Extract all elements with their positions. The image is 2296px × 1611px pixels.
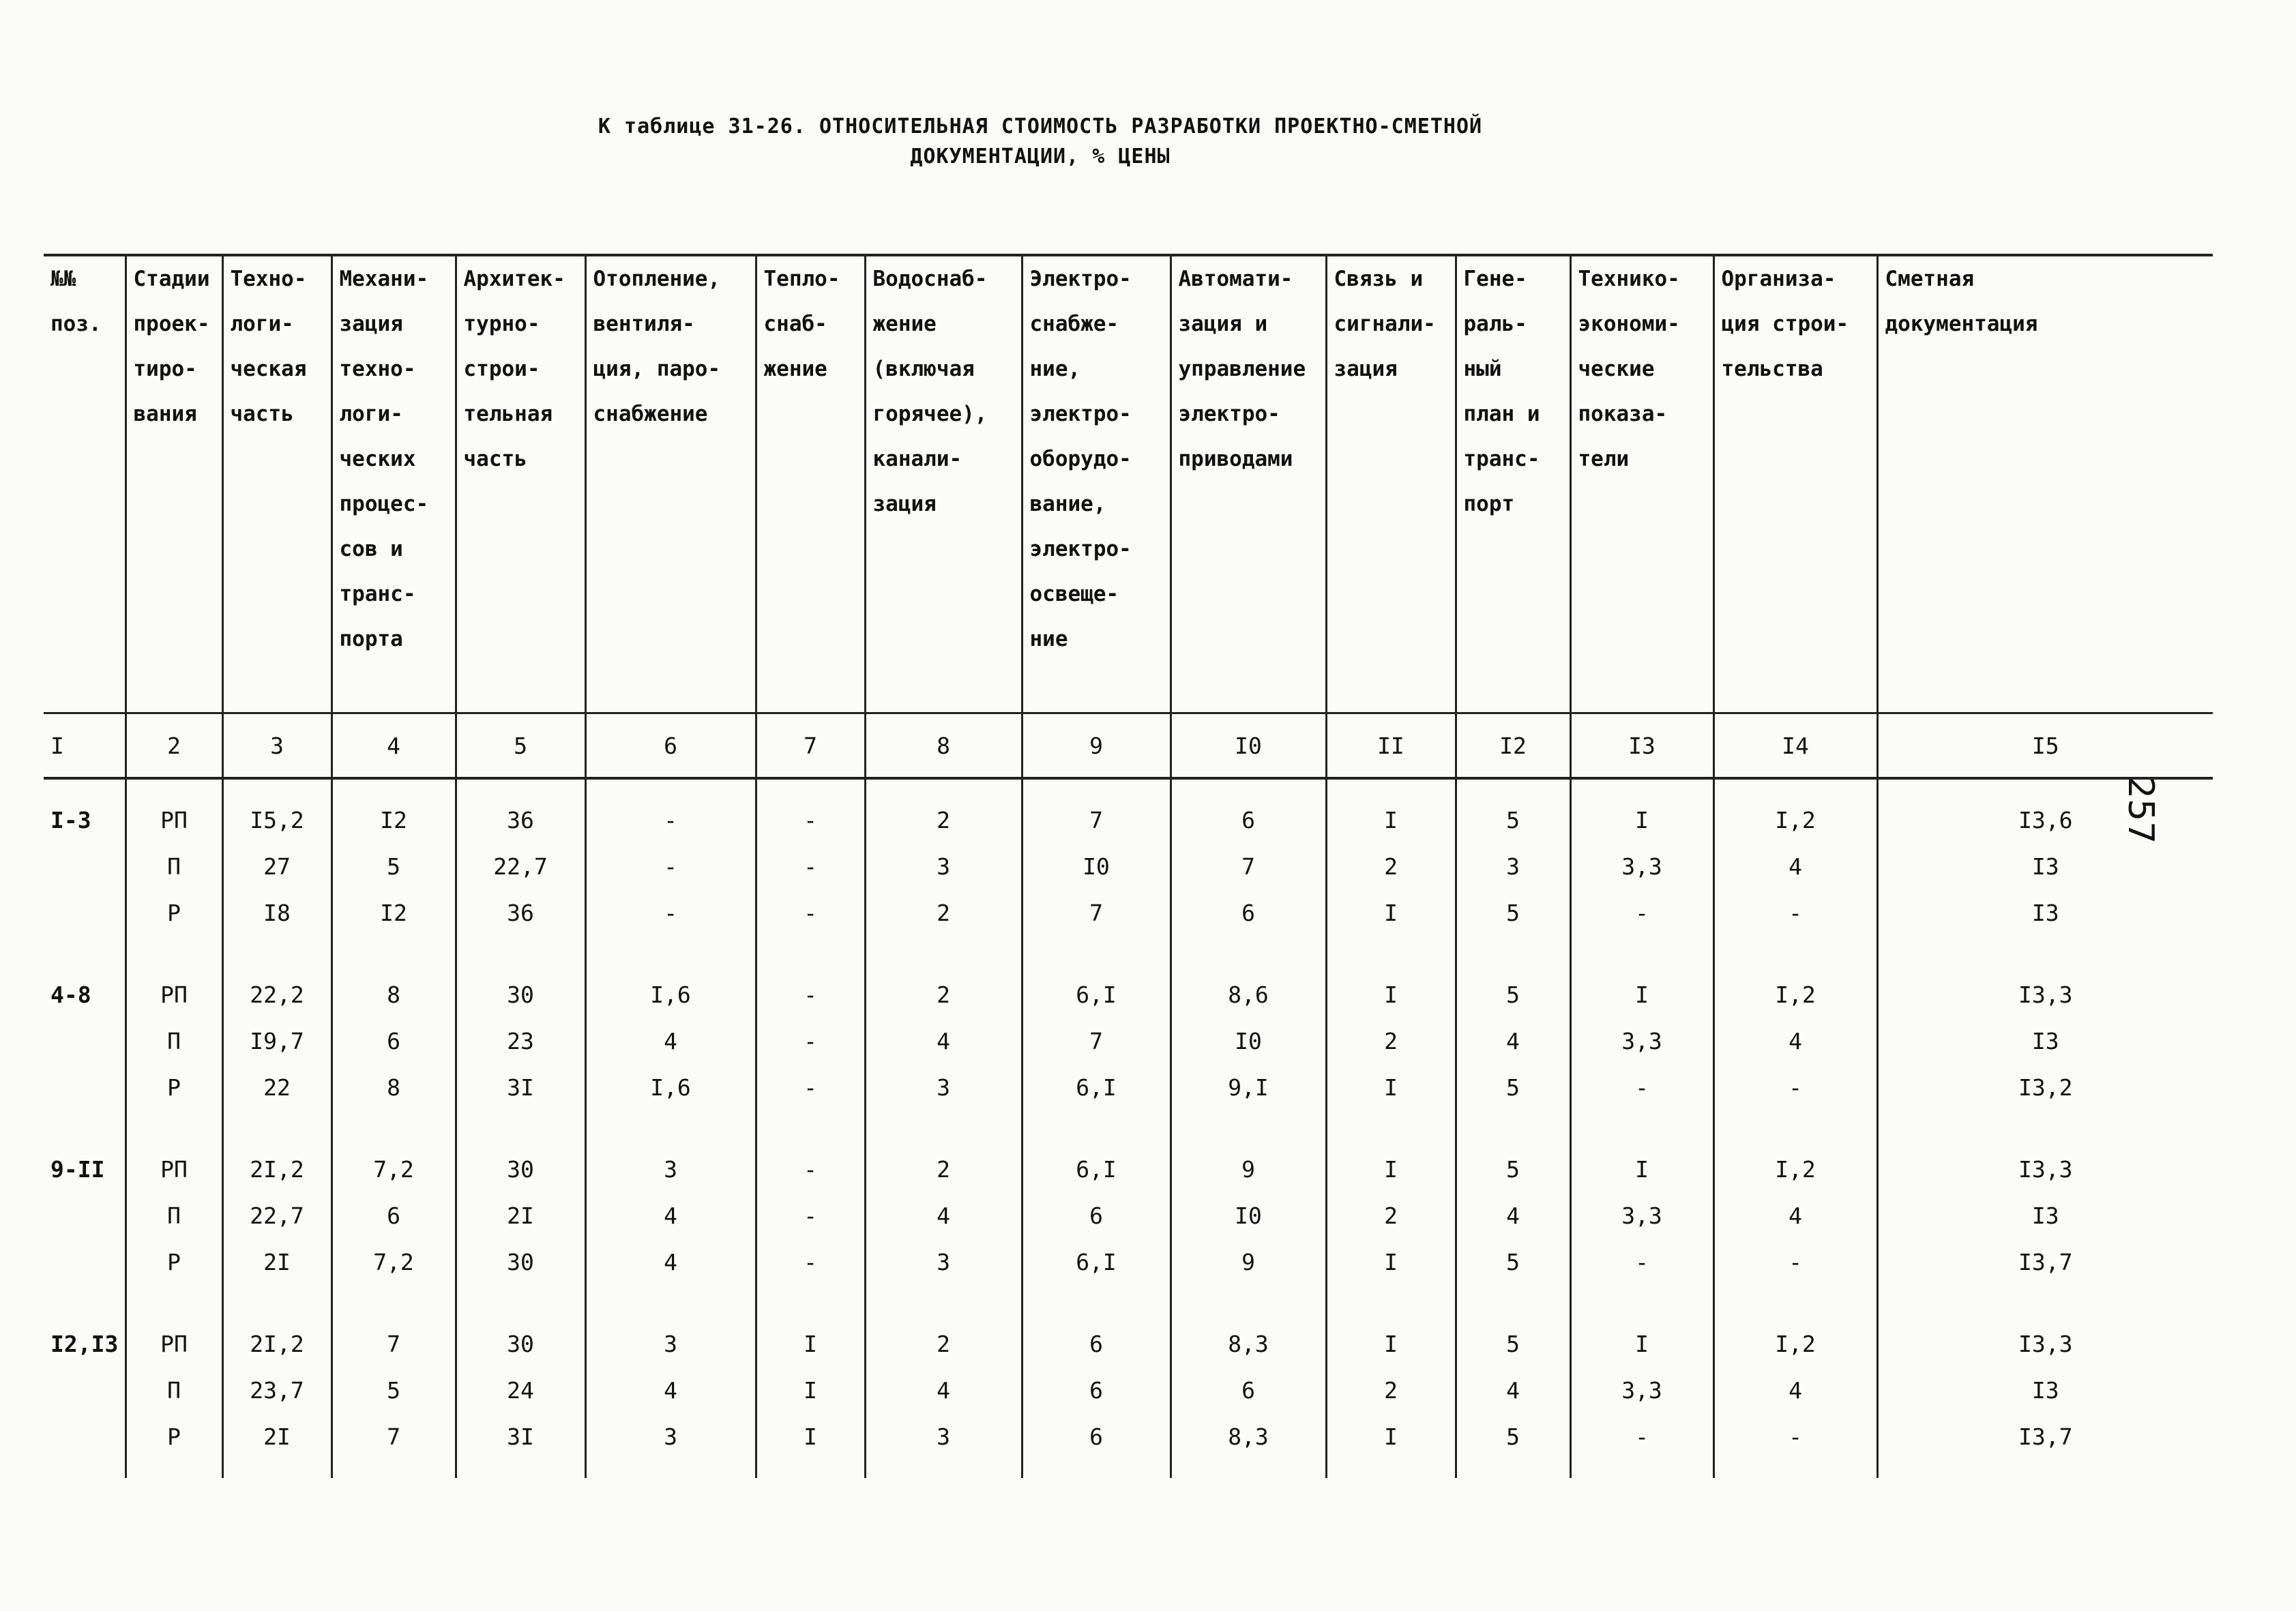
value-cell: - [1570,1065,1713,1129]
value-cell: 6 [1022,1193,1171,1239]
value-cell: 8,6 [1171,954,1326,1018]
column-header-label: Водоснаб- жение (включая горячее), канали- зация [872,267,988,516]
column-header-label: №№ поз. [50,267,102,336]
table-row [44,778,2213,844]
value-cell: 22,7 [456,844,585,890]
value-cell: I,2 [1713,778,1877,844]
table-row [44,1368,2213,1414]
value-cell: I3 [1877,1368,2213,1414]
table-row [44,1193,2213,1239]
stage-cell: Р [126,1239,222,1303]
value-cell: I [1326,1129,1456,1193]
column-header-label: Связь и сигнали- зация [1334,267,1436,381]
value-cell: I,2 [1713,1129,1877,1193]
value-cell: 30 [456,1303,585,1368]
column-header-label: Стадии проек- тиро- вания [133,267,210,426]
value-cell: I3,3 [1877,1303,2213,1368]
column-header-label: Электро- снабже- ние, электро- оборудо- вание, электро- освеще- ние [1029,267,1132,651]
value-cell: 2I,2 [222,1129,332,1193]
value-cell: 7 [1171,844,1326,890]
position-cell [44,1065,126,1129]
stage-cell: РП [126,1303,222,1368]
position-cell [44,1018,126,1065]
stage-cell: РП [126,778,222,844]
value-cell: I [1326,1239,1456,1303]
value-cell: 2 [865,954,1022,1018]
value-cell: 6 [1022,1368,1171,1414]
value-cell: I8 [222,890,332,954]
column-number: 5 [456,713,585,779]
value-cell: 22,2 [222,954,332,1018]
value-cell: 4 [1456,1018,1570,1065]
table-row [44,1303,2213,1368]
value-cell: - [756,1129,865,1193]
value-cell: 6,I [1022,1129,1171,1193]
value-cell: 4 [1713,1018,1877,1065]
position-cell: 4-8 [50,981,91,1008]
value-cell: I3 [1877,890,2213,954]
column-header-label: Архитек- турно- строи- тельная часть [463,267,565,471]
value-cell: 22 [222,1065,332,1129]
table-row [44,1414,2213,1478]
table-title-line-1: К таблице 31-26. ОТНОСИТЕЛЬНАЯ СТОИМОСТЬ РАЗРАБОТКИ ПРОЕКТНО-СМЕТНОЙ [598,115,1483,138]
value-cell: 30 [456,954,585,1018]
header-row [44,255,2213,713]
value-cell: I3,3 [1877,1129,2213,1193]
value-cell: 6 [332,1018,456,1065]
value-cell: - [756,1018,865,1065]
value-cell: 3 [585,1303,756,1368]
value-cell: I9,7 [222,1018,332,1065]
value-cell: 4 [585,1368,756,1414]
value-cell: - [1713,1065,1877,1129]
value-cell: - [1713,1414,1877,1478]
value-cell: 7 [332,1303,456,1368]
value-cell: 7 [1022,1018,1171,1065]
position-cell [44,1193,126,1239]
column-number: 8 [865,713,1022,779]
stage-cell: П [126,1193,222,1239]
value-cell: 9 [1171,1129,1326,1193]
value-cell: - [756,844,865,890]
column-number: I4 [1713,713,1877,779]
position-group [44,954,2213,1129]
value-cell: 2I [222,1414,332,1478]
value-cell: - [756,1065,865,1129]
column-number: 4 [332,713,456,779]
value-cell: I2 [332,890,456,954]
value-cell: 5 [1456,1303,1570,1368]
column-number: 7 [756,713,865,779]
value-cell: 5 [332,844,456,890]
column-header-label: Механи- зация техно- логи- ческих процес- сов и транс- порта [339,267,429,651]
column-header-12 [1456,255,1570,713]
cost-table [44,254,2213,1478]
value-cell: 6,I [1022,1239,1171,1303]
column-number: 2 [126,713,222,779]
value-cell: I3,7 [1877,1414,2213,1478]
column-header-label: Тепло- снаб- жение [763,267,840,381]
value-cell: 3 [865,1239,1022,1303]
value-cell: I [756,1368,865,1414]
value-cell: - [1713,890,1877,954]
value-cell: 6,I [1022,954,1171,1018]
value-cell: 7,2 [332,1129,456,1193]
value-cell: I,6 [585,1065,756,1129]
position-cell [44,890,126,954]
value-cell: 3 [865,1065,1022,1129]
column-header-8 [865,255,1022,713]
column-header-7 [756,255,865,713]
value-cell: 30 [456,1129,585,1193]
value-cell: 3I [456,1414,585,1478]
value-cell: 5 [1456,954,1570,1018]
value-cell: 3,3 [1570,844,1713,890]
stage-cell: П [126,844,222,890]
column-number: I2 [1456,713,1570,779]
value-cell: 6 [1171,778,1326,844]
column-number: I5 [1877,713,2213,779]
value-cell: 4 [1456,1368,1570,1414]
value-cell: 2 [865,1303,1022,1368]
value-cell: 4 [1456,1193,1570,1239]
value-cell: I [1326,778,1456,844]
value-cell: - [1570,890,1713,954]
value-cell: 2 [1326,1368,1456,1414]
table-title-line-2: ДОКУМЕНТАЦИИ, % ЦЕНЫ [910,145,1171,168]
column-header-label: Организа- ция строи- тельства [1721,267,1849,381]
value-cell: 6,I [1022,1065,1171,1129]
value-cell: 4 [585,1018,756,1065]
value-cell: 4 [1713,1193,1877,1239]
value-cell: 3I [456,1065,585,1129]
position-cell [44,844,126,890]
value-cell: 2 [1326,1193,1456,1239]
stage-cell: Р [126,890,222,954]
value-cell: 3 [865,844,1022,890]
column-header-1 [44,255,126,713]
column-header-4 [332,255,456,713]
value-cell: I3,2 [1877,1065,2213,1129]
value-cell: 36 [456,890,585,954]
value-cell: 24 [456,1368,585,1414]
column-header-15 [1877,255,2213,713]
column-number: I0 [1171,713,1326,779]
column-header-10 [1171,255,1326,713]
value-cell: 4 [1713,1368,1877,1414]
position-cell [44,1239,126,1303]
table-row [44,1018,2213,1065]
stage-cell: Р [126,1065,222,1129]
value-cell: - [585,778,756,844]
column-header-label: Сметная документация [1885,267,2038,336]
value-cell: I [1326,1303,1456,1368]
value-cell: I0 [1022,844,1171,890]
stage-cell: РП [126,954,222,1018]
value-cell: - [756,890,865,954]
column-header-2 [126,255,222,713]
table-row [44,1129,2213,1193]
value-cell: I [1570,954,1713,1018]
value-cell: 2 [865,1129,1022,1193]
value-cell: I3 [1877,1018,2213,1065]
value-cell: 5 [1456,1129,1570,1193]
column-header-label: Технико- экономи- ческие показа- тели [1578,267,1680,471]
position-group [44,778,2213,954]
value-cell: 8 [332,954,456,1018]
column-number: I3 [1570,713,1713,779]
column-header-5 [456,255,585,713]
stage-cell: РП [126,1129,222,1193]
value-cell: 7 [332,1414,456,1478]
column-header-label: Гене- раль- ный план и транс- порт [1463,267,1540,516]
column-header-11 [1326,255,1456,713]
value-cell: I,6 [585,954,756,1018]
value-cell: - [1570,1414,1713,1478]
value-cell: I [1326,1065,1456,1129]
value-cell: 6 [1022,1303,1171,1368]
value-cell: - [756,954,865,1018]
value-cell: I2 [332,778,456,844]
column-header-14 [1713,255,1877,713]
value-cell: 9 [1171,1239,1326,1303]
value-cell: I [1570,1129,1713,1193]
table-row [44,1065,2213,1129]
table-row [44,954,2213,1018]
value-cell: 4 [865,1193,1022,1239]
value-cell: - [756,1239,865,1303]
value-cell: 3,3 [1570,1018,1713,1065]
value-cell: 2I,2 [222,1303,332,1368]
value-cell: I3 [1877,1193,2213,1239]
column-header-13 [1570,255,1713,713]
value-cell: 5 [1456,1414,1570,1478]
value-cell: 6 [1171,1368,1326,1414]
column-header-9 [1022,255,1171,713]
value-cell: 2 [1326,844,1456,890]
value-cell: 7 [1022,778,1171,844]
value-cell: 2 [865,890,1022,954]
value-cell: 4 [1713,844,1877,890]
value-cell: 7,2 [332,1239,456,1303]
value-cell: 6 [332,1193,456,1239]
value-cell: I [756,1414,865,1478]
table-row [44,1239,2213,1303]
value-cell: 36 [456,778,585,844]
value-cell: 4 [585,1193,756,1239]
value-cell: 4 [865,1018,1022,1065]
value-cell: 3,3 [1570,1368,1713,1414]
value-cell: 3 [865,1414,1022,1478]
value-cell: - [756,1193,865,1239]
value-cell: 23,7 [222,1368,332,1414]
value-cell: 2 [1326,1018,1456,1065]
value-cell: 5 [1456,890,1570,954]
stage-cell: П [126,1368,222,1414]
value-cell: 3,3 [1570,1193,1713,1239]
value-cell: I3,3 [1877,954,2213,1018]
table-row [44,890,2213,954]
value-cell: 7 [1022,890,1171,954]
column-header-label: Отопление, вентиля- ция, паро- снабжение [593,267,721,426]
value-cell: I [756,1303,865,1368]
value-cell: I3,6 [1877,778,2213,844]
value-cell: - [585,844,756,890]
value-cell: 8 [332,1065,456,1129]
value-cell: I3,7 [1877,1239,2213,1303]
value-cell: I [1570,1303,1713,1368]
value-cell: - [585,890,756,954]
column-number: 3 [222,713,332,779]
value-cell: 8,3 [1171,1414,1326,1478]
value-cell: 3 [585,1414,756,1478]
column-header-3 [222,255,332,713]
position-cell: 9-II [50,1156,105,1183]
column-header-label: Автомати- зация и управление электро- приводами [1178,267,1306,471]
value-cell: 27 [222,844,332,890]
value-cell: I0 [1171,1193,1326,1239]
stage-cell: П [126,1018,222,1065]
value-cell: 30 [456,1239,585,1303]
value-cell: I [1570,778,1713,844]
value-cell: 2I [222,1239,332,1303]
value-cell: 9,I [1171,1065,1326,1129]
value-cell: 3 [585,1129,756,1193]
value-cell: 22,7 [222,1193,332,1239]
value-cell: 2 [865,778,1022,844]
value-cell: 6 [1171,890,1326,954]
value-cell: 5 [1456,1065,1570,1129]
value-cell: 8,3 [1171,1303,1326,1368]
column-number: 9 [1022,713,1171,779]
value-cell: 5 [1456,1239,1570,1303]
value-cell: I,2 [1713,954,1877,1018]
column-number: I [44,713,126,779]
page-number: 257 [2120,776,2161,844]
column-numbers-row [44,713,2213,779]
value-cell: 6 [1022,1414,1171,1478]
value-cell: 4 [585,1239,756,1303]
position-cell [44,1414,126,1478]
position-cell: I2,I3 [50,1331,119,1357]
value-cell: 5 [332,1368,456,1414]
value-cell: I5,2 [222,778,332,844]
table-row [44,844,2213,890]
value-cell: 2I [456,1193,585,1239]
stage-cell: Р [126,1414,222,1478]
column-number: 6 [585,713,756,779]
value-cell: I0 [1171,1018,1326,1065]
value-cell: - [1570,1239,1713,1303]
value-cell: - [1713,1239,1877,1303]
value-cell: 4 [865,1368,1022,1414]
value-cell: 23 [456,1018,585,1065]
value-cell: - [756,778,865,844]
value-cell: 3 [1456,844,1570,890]
value-cell: I3 [1877,844,2213,890]
value-cell: 5 [1456,778,1570,844]
position-cell [44,1368,126,1414]
position-cell: I-3 [50,807,91,833]
value-cell: I [1326,890,1456,954]
column-header-label: Техно- логи- ческая часть [230,267,307,426]
column-header-6 [585,255,756,713]
value-cell: I [1326,954,1456,1018]
value-cell: I,2 [1713,1303,1877,1368]
column-number: II [1326,713,1456,779]
position-group [44,1303,2213,1478]
value-cell: I [1326,1414,1456,1478]
position-group [44,1129,2213,1303]
